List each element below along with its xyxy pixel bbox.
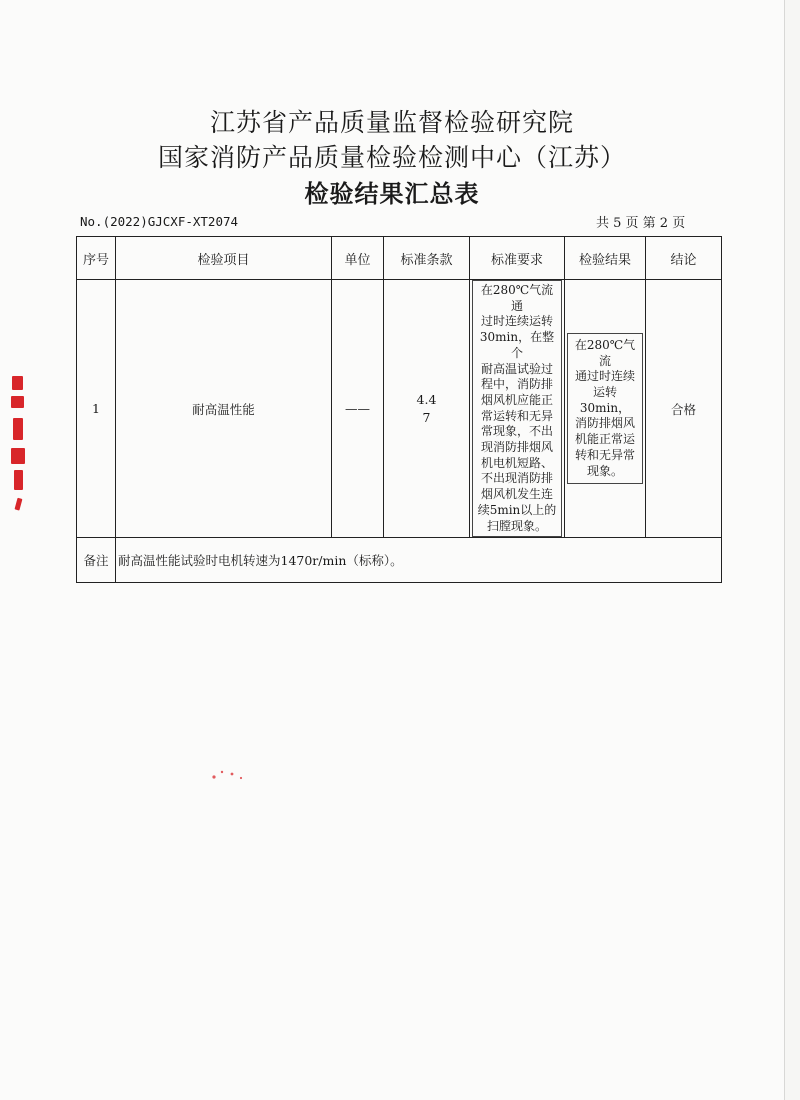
requirement-line: 现消防排烟风 (480, 440, 553, 455)
seal-marks (11, 376, 25, 511)
speck-dot (221, 771, 223, 773)
requirement-line: 程中，消防排 (480, 377, 553, 392)
cell-conclusion: 合格 (646, 280, 722, 538)
header-item: 检验项目 (116, 237, 332, 280)
requirement-line: 常现象，不出 (480, 424, 553, 439)
remarks-label: 备注 (77, 538, 116, 583)
page-count: 共 5 页 第 2 页 (596, 216, 686, 231)
requirement-line: 烟风机发生连 (480, 487, 553, 502)
header-conclusion: 结论 (646, 237, 722, 280)
requirement-line: 续5min以上的 (477, 502, 557, 517)
result-line: 通过时连续 (574, 369, 635, 384)
requirement-line: 过时连续运转 (480, 314, 553, 329)
result-line: 转和无异常 (574, 447, 635, 462)
header-clause: 标准条款 (384, 237, 470, 280)
cell-clause (384, 280, 470, 538)
ink-speck (208, 768, 248, 782)
result-line: 消防排烟风 (574, 416, 635, 431)
requirement-line: 耐高温试验过 (480, 361, 553, 376)
header-no: 序号 (77, 237, 116, 280)
requirement-line: 扫膛现象。 (486, 518, 547, 533)
center-name: 国家消防产品质量检验检测中心（江苏） (157, 143, 626, 172)
remarks-row (77, 538, 722, 583)
speck-dot (240, 777, 242, 779)
header-requirement: 标准要求 (470, 237, 565, 280)
table-row (77, 280, 722, 538)
results-summary-table (76, 236, 722, 583)
seal-mark (11, 448, 25, 464)
cell-unit: —— (332, 280, 384, 538)
header-unit: 单位 (332, 237, 384, 280)
document-title: 检验结果汇总表 (304, 180, 480, 208)
cell-result (565, 280, 646, 538)
result-line: 在280℃气流 (574, 337, 636, 368)
result-line: 现象。 (586, 463, 623, 478)
seal-mark (13, 418, 23, 440)
remarks-text: 耐高温性能试验时电机转速为1470r/min（标称）。 (116, 538, 722, 583)
speck-dot (231, 773, 234, 776)
report-number: No.(2022)GJCXF-XT2074 (80, 214, 239, 229)
requirement-line: 在280℃气流通 (480, 283, 554, 313)
cell-requirement (470, 280, 565, 538)
result-line: 运转30min， (579, 385, 631, 415)
institute-name: 江苏省产品质量监督检验研究院 (209, 108, 574, 137)
speck-dot (212, 775, 215, 778)
seal-mark (15, 498, 23, 511)
cell-item: 耐高温性能 (116, 280, 332, 538)
clause-line: 7 (422, 409, 431, 425)
cell-no: 1 (77, 280, 116, 538)
requirement-line: 烟风机应能正 (480, 392, 553, 407)
requirement-line: 30min，在整个 (479, 330, 555, 360)
requirement-line: 常运转和无异 (480, 408, 553, 423)
requirement-line: 机电机短路、 (480, 455, 553, 470)
seal-stamp-fragment (4, 374, 30, 514)
table-header-row (77, 237, 722, 280)
result-text (567, 333, 643, 484)
requirement-text (472, 280, 562, 537)
result-line: 机能正常运 (574, 432, 635, 447)
requirement-line: 不出现消防排 (480, 471, 553, 486)
seal-mark (11, 396, 24, 408)
seal-mark (14, 470, 23, 490)
header-result: 检验结果 (565, 237, 646, 280)
clause-line: 4.4 (416, 391, 437, 407)
seal-mark (12, 376, 23, 390)
